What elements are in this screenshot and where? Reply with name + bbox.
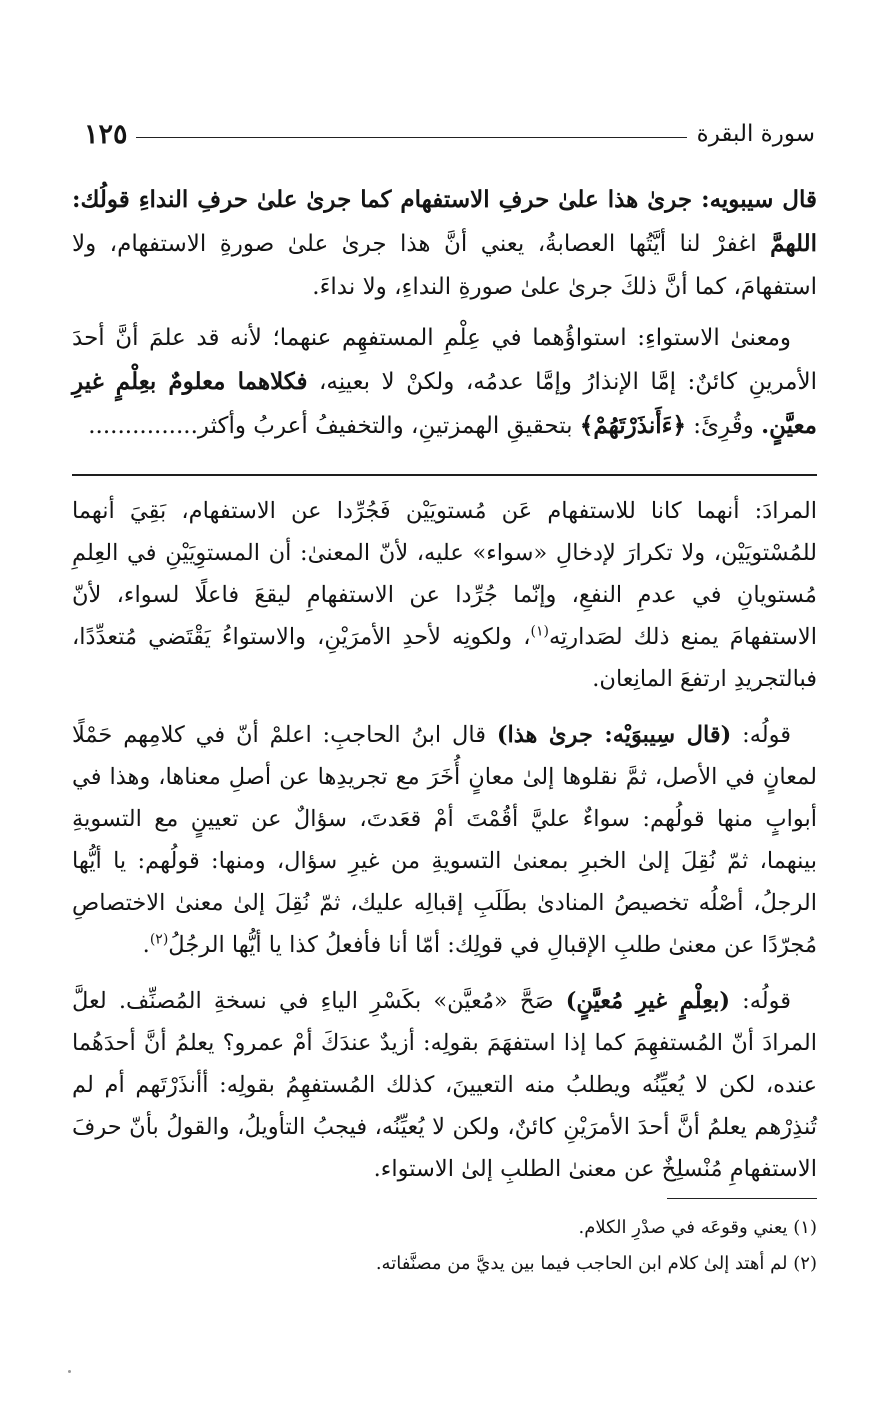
commentary-paragraph-1 — [72, 490, 817, 700]
commentary-paragraph-3 — [72, 980, 817, 1190]
footnotes — [72, 1210, 817, 1282]
commentary-text-1: المرادَ: أنهما كانا للاستفهام عَن مُستويَيْن فَجُرِّدا عن الاستفهام، بَقِيَ أنهما للمُسْتويَيْن، ولا تكرارَ لإدخالِ «سواء» عليه، لأنّ المعنىٰ: أن المستوِيَيْنِ في العِلمِ مُستويانِ في عدمِ النفعِ، وإنّما جُرِّدا عن الاستفهامِ ليقعَ فاعلًا لسواء، لأنّ الاستفهامَ يمنع ذلك لصَدارتِه — [72, 498, 817, 650]
reading-note: وقُرِئَ: — [685, 413, 762, 439]
sibawayh-quote: قال سيبويه: جرىٰ هذا علىٰ حرفِ الاستفهام كما جرىٰ علىٰ حرفِ النداءِ قولُك: اللهمَّ — [72, 186, 817, 257]
commentary-text-2-end: . — [142, 932, 150, 958]
lemma-3: (بعِلْمٍ غيرِ مُعيَّنٍ) — [565, 988, 730, 1014]
running-header — [84, 112, 815, 156]
main-paragraph-2-text: ومعنىٰ الاستواءِ: استواؤُهما في عِلْمِ المستفهِم عنهما؛ لأنه قد علمَ أنَّ أحدَ الأمرينِ كائنٌ: إمَّا الإنذارُ وإمَّا عدمُه، ولكنْ لا بعينِه، — [72, 325, 817, 395]
text-divider — [72, 474, 817, 476]
footnote-1: (١) يعني وقوعَه في صدْرِ الكلام. — [578, 1217, 817, 1238]
main-text — [72, 178, 817, 448]
commentary — [72, 490, 817, 1204]
bold-phrase: فكلاهما معلومٌ بعِلْمٍ غيرِ معيَّنٍ. — [72, 368, 817, 439]
footnote-ref-1: (١) — [530, 623, 549, 640]
commentary-lead-3: قولُه: — [729, 988, 792, 1014]
main-paragraph-2-end: بتحقيقِ الهمزتينِ، والتخفيفُ أعربُ وأكثر............... — [88, 413, 580, 439]
footnote-2: (٢) لم أهتد إلىٰ كلام ابن الحاجب فيما بين يديَّ من مصنَّفاته. — [375, 1253, 817, 1274]
main-paragraph-1-text: اغفرْ لنا أيَّتُها العصابةُ، يعني أنَّ هذا جرىٰ علىٰ صورةِ الاستفهام، ولا استفهامَ، كما أنَّ ذلكَ جرىٰ علىٰ صورةِ النداءِ، ولا نداءَ. — [72, 231, 817, 300]
commentary-lead-2: قولُه: — [731, 722, 791, 748]
commentary-text-3: صَحَّ «مُعيَّن» بكَسْرِ الياءِ في نسخةِ المُصنِّف. لعلَّ المرادَ أنّ المُستفهِمَ كما إذا استفهَمَ بقولِه: أزيدٌ عندَكَ أمْ عمرو؟ يعلمُ أنَّ أحدَهُما عنده، لكن لا يُعيِّنُه ويطلبُ منه التعيينَ، كذلك المُستفهِمُ بقولِه: أأنذَرْتَهم أم لم تُنذِرْهم يعلمُ أنَّ أحدَ الأمرَيْنِ كائنٌ، ولكن لا يُعيِّنُه، فيجبُ التأويلُ، والقولُ بأنّ حرفَ الاستفهامِ مُنْسلِخٌ عن معنىٰ الطلبِ إلىٰ الاستواء. — [72, 988, 817, 1182]
scan-dot — [68, 1370, 71, 1373]
footnote-ref-2: (٢) — [149, 931, 169, 948]
footnote-rule — [667, 1198, 817, 1199]
page-number: ١٢٥ — [84, 118, 128, 150]
main-paragraph-2 — [72, 317, 817, 448]
lemma-2: (قال سِيبوَيْه: جرىٰ هذا) — [496, 722, 732, 748]
commentary-text-1-end: ، ولكونِه لأحدِ الأمرَيْنِ، والاستواءُ يَقْتَضي مُتعدِّدًا، فبالتجريدِ ارتفعَ المانِعان. — [72, 624, 817, 692]
header-rule — [136, 137, 687, 138]
commentary-paragraph-2 — [72, 714, 817, 966]
commentary-text-2: قال ابنُ الحاجبِ: اعلمْ أنّ في كلامِهم حَمْلًا لمعانٍ في الأصل، ثمَّ نقلوها إلىٰ معانٍ أُخَرَ مع تجريدِها عن أصلِ معناها، وهذا في أبوابٍ منها قولُهم: سواءٌ عليَّ أقُمْتَ أمْ قعَدتَ، سؤالٌ عن تعيينٍ مع التسويةِ بينهما، ثمّ نُقِلَ إلىٰ الخبرِ بمعنىٰ التسويةِ من غيرِ سؤال، ومنها: قولُهم: يا أيُّها الرجلُ، أصْلُه تخصيصُ المنادىٰ بطَلَبِ إقبالِه عليك، ثمّ نُقِلَ إلىٰ معنىٰ الاختصاصِ مُجرّدًا عن معنىٰ طلبِ الإقبالِ في قولِك: أمّا أنا فأفعلُ كذا يا أيُّها الرجُلُ — [72, 722, 817, 958]
main-paragraph-1 — [72, 178, 817, 309]
surah-title: سورة البقرة — [696, 121, 815, 147]
quran-word: ﴿ءَأَنذَرْتَهُمْ﴾ — [579, 412, 686, 439]
